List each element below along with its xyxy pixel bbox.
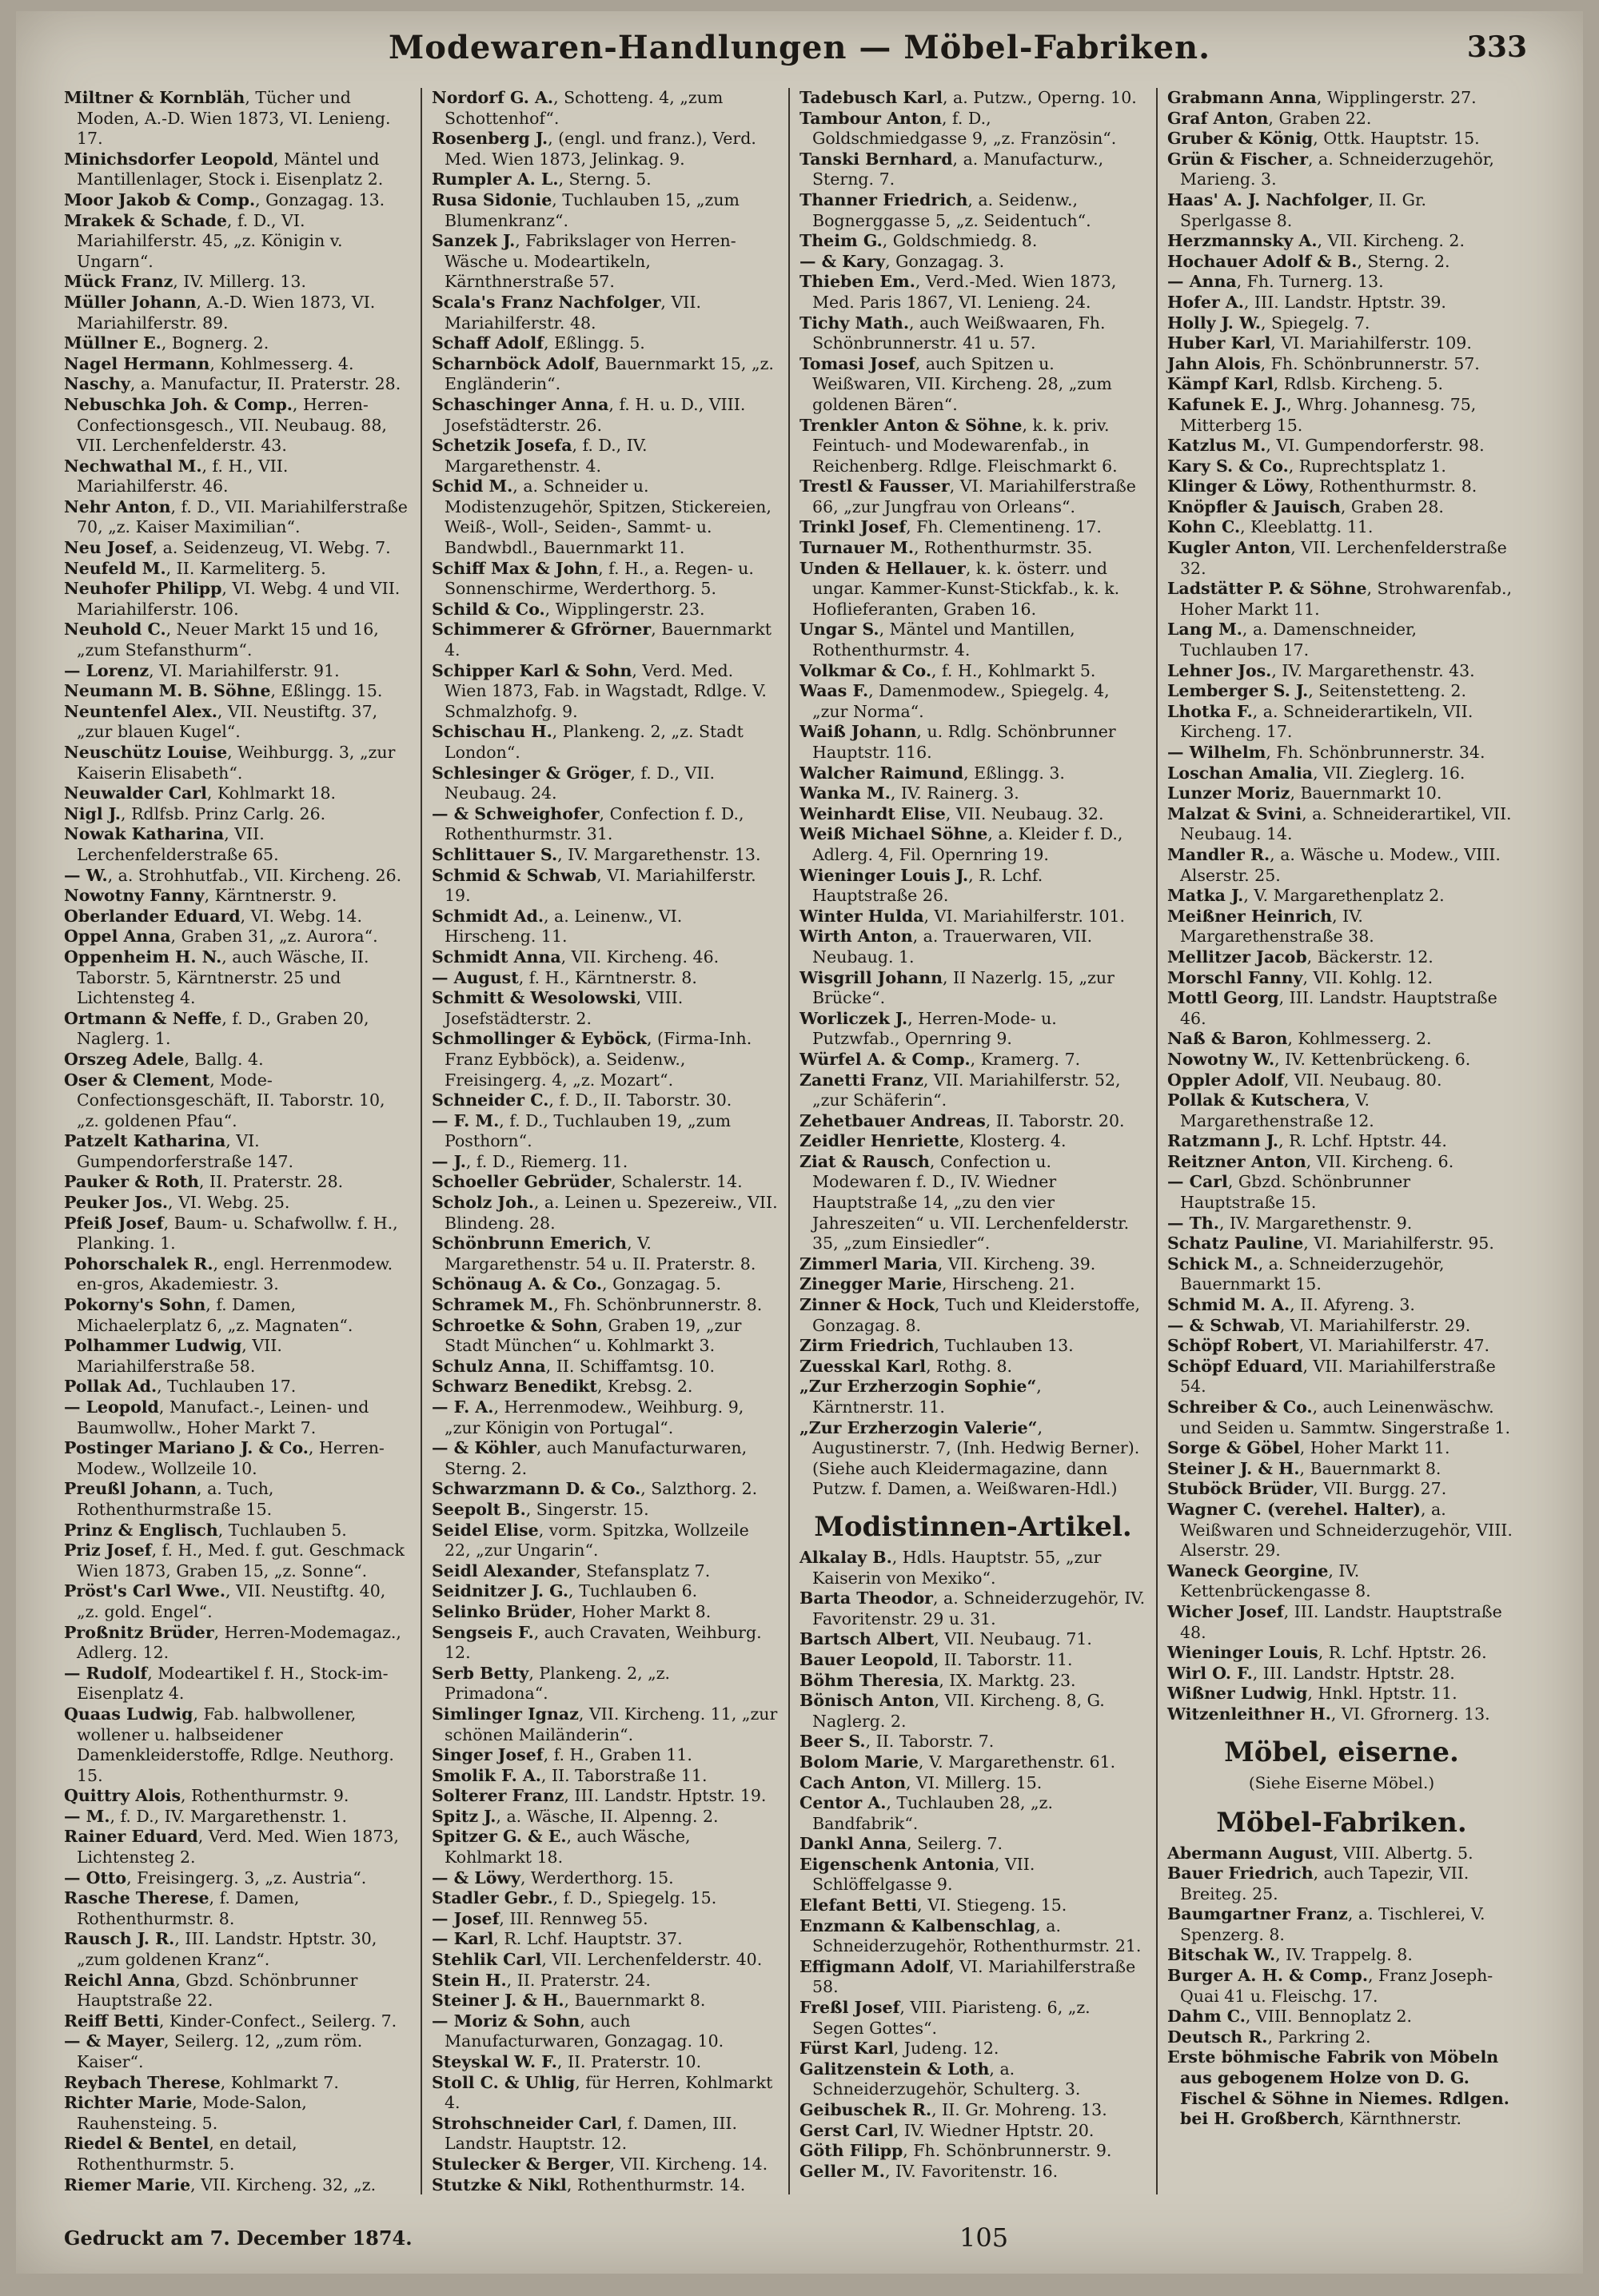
directory-entry: Müller Johann, A.-D. Wien 1873, VI. Mariahilferstr. 89.: [64, 292, 376, 333]
column-3-section-entries: [800, 1548, 1146, 2182]
directory-entry: — M., f. D., IV. Margarethenstr. 1.: [64, 1806, 347, 1826]
directory-entry: Thieben Em., Verd.-Med. Wien 1873, Med. Paris 1867, VI. Lenieng. 24.: [800, 272, 1117, 312]
directory-entry: Dankl Anna, Seilerg. 7.: [800, 1834, 1003, 1854]
directory-entry: Wanka M., IV. Rainerg. 3.: [800, 783, 1019, 803]
column-4-entries: [1167, 88, 1516, 1725]
directory-entry: Rainer Eduard, Verd. Med. Wien 1873, Lichtensteg 2.: [64, 1827, 399, 1867]
directory-entry: Seidel Elise, vorm. Spitzka, Wollzeile 22, „zur Ungarin“.: [432, 1520, 749, 1561]
directory-entry: Prinz & Englisch, Tuchlauben 5.: [64, 1520, 347, 1540]
directory-entry: Unden & Hellauer, k. k. österr. und ungar. Kammer-Kunst-Stickfab., k. k. Hoflieferanten, Graben 16.: [800, 558, 1120, 619]
directory-entry: Orszeg Adele, Ballg. 4.: [64, 1049, 264, 1069]
directory-entry: Haas' A. J. Nachfolger, II. Gr. Sperlgasse 8.: [1167, 189, 1427, 230]
directory-entry: — & Löwy, Werderthorg. 15.: [432, 1867, 674, 1887]
directory-entry: Barta Theodor, a. Schneiderzugehör, IV. Favoritenstr. 29 u. 31.: [800, 1588, 1146, 1628]
directory-entry: Stuböck Brüder, VII. Burgg. 27.: [1167, 1479, 1447, 1499]
directory-entry: Matka J., V. Margarethenplatz 2.: [1167, 886, 1445, 906]
directory-entry: Polhammer Ludwig, VII. Mariahilferstraße 58.: [64, 1336, 282, 1376]
directory-entry: Mottl Georg, III. Landstr. Hauptstraße 46.: [1167, 988, 1497, 1028]
directory-entry: Waiß Johann, u. Rdlg. Schönbrunner Hauptstr. 116.: [800, 722, 1116, 762]
directory-entry: Geibuschek R., II. Gr. Mohreng. 13.: [800, 2100, 1107, 2119]
directory-entry: Katzlus M., VI. Gumpendorferstr. 98.: [1167, 436, 1485, 456]
directory-entry: — Karl, R. Lchf. Hauptstr. 37.: [432, 1929, 683, 1949]
directory-entry: Schmitt & Wesolowski, VIII. Josefstädterstr. 2.: [432, 988, 684, 1028]
directory-entry: Hofer A., III. Landstr. Hptstr. 39.: [1167, 292, 1446, 312]
directory-entry: Neuhofer Philipp, VI. Webg. 4 und VII. Mariahilferstr. 106.: [64, 579, 401, 619]
column-3-entries: [800, 88, 1146, 1500]
directory-entry: Geller M., IV. Favoritenstr. 16.: [800, 2161, 1059, 2181]
directory-entry: Serb Betty, Plankeng. 2, „z. Primadona“.: [432, 1663, 671, 1704]
directory-columns: [54, 88, 1525, 2194]
directory-entry: Beer S., II. Taborstr. 7.: [800, 1732, 995, 1752]
directory-entry: Kohn C., Kleeblattg. 11.: [1167, 517, 1374, 537]
directory-entry: Lemberger S. J., Seitenstetteng. 2.: [1167, 681, 1466, 701]
directory-entry: Dahm C., VIII. Bennoplatz 2.: [1167, 2007, 1413, 2027]
directory-entry: Witzenleithner H., VI. Gfrornerg. 13.: [1167, 1704, 1490, 1724]
footer-printed-date: Gedruckt am 7. December 1874.: [64, 2226, 413, 2250]
directory-entry: Gerst Carl, IV. Wiedner Hptstr. 20.: [800, 2120, 1095, 2140]
directory-entry: Volkmar & Co., f. H., Kohlmarkt 5.: [800, 660, 1096, 680]
column-4: [1158, 88, 1525, 2194]
directory-entry: Bolom Marie, V. Margarethenstr. 61.: [800, 1752, 1116, 1772]
directory-entry: Reiff Betti, Kinder-Confect., Seilerg. 7.: [64, 2011, 397, 2031]
directory-entry: Rausch J. R., III. Landstr. Hptstr. 30, „zum goldenen Kranz“.: [64, 1929, 377, 1970]
directory-entry: — Lorenz, VI. Mariahilferstr. 91.: [64, 660, 340, 680]
directory-entry: Zanetti Franz, VII. Mariahilferstr. 52, „zur Schäferin“.: [800, 1070, 1121, 1110]
directory-entry: Schiff Max & John, f. H., a. Regen- u. Sonnenschirme, Werderthorg. 5.: [432, 558, 754, 599]
directory-entry: Naschy, a. Manufactur, II. Praterstr. 28.: [64, 374, 401, 394]
directory-entry: Schoeller Gebrüder, Schalerstr. 14.: [432, 1172, 743, 1192]
directory-entry: Gruber & König, Ottk. Hauptstr. 15.: [1167, 129, 1480, 149]
directory-entry: Richter Marie, Mode-Salon, Rauhensteing. 5.: [64, 2093, 307, 2133]
directory-entry: Mellitzer Jacob, Bäckerstr. 12.: [1167, 947, 1434, 967]
section-heading-modistinnen: Modistinnen-Artikel.: [814, 1510, 1132, 1543]
directory-entry: Scholz Joh., a. Leinen u. Spezereiw., VII. Blindeng. 28.: [432, 1193, 778, 1233]
directory-entry: Nechwathal M., f. H., VII. Mariahilferstr. 46.: [64, 456, 289, 496]
directory-entry: Patzelt Katharina, VI. Gumpendorferstraße 147.: [64, 1131, 294, 1171]
directory-entry: Schild & Co., Wipplingerstr. 23.: [432, 599, 705, 619]
directory-entry: Loschan Amalia, VII. Zieglerg. 16.: [1167, 763, 1465, 783]
directory-entry: Pfeiß Josef, Baum- u. Schafwollw. f. H., Planking. 1.: [64, 1213, 398, 1254]
directory-entry: Oberlander Eduard, VI. Webg. 14.: [64, 906, 362, 926]
directory-entry: Reybach Therese, Kohlmarkt 7.: [64, 2072, 339, 2092]
directory-entry: — & Köhler, auch Manufacturwaren, Sterng. 2.: [432, 1438, 748, 1478]
directory-entry: — & Mayer, Seilerg. 12, „zum röm. Kaiser“.: [64, 2031, 363, 2071]
directory-entry: Kämpf Karl, Rdlsb. Kircheng. 5.: [1167, 374, 1444, 394]
directory-entry: Reichl Anna, Gbzd. Schönbrunner Hauptstraße 22.: [64, 1970, 358, 2011]
directory-entry: Schipper Karl & Sohn, Verd. Med. Wien 1873, Fab. in Wagstadt, Rdlge. V. Schmalzhofg. 9.: [432, 660, 767, 721]
directory-entry: Schönaug A. & Co., Gonzagag. 5.: [432, 1274, 722, 1294]
directory-entry: — & Schwab, VI. Mariahilferstr. 29.: [1167, 1315, 1471, 1335]
directory-entry: Rumpler A. L., Sterng. 5.: [432, 169, 652, 189]
directory-entry: Wirth Anton, a. Trauerwaren, VII. Neubaug. 1.: [800, 927, 1093, 967]
directory-entry: Trenkler Anton & Söhne, k. k. priv. Feintuch- und Modewarenfab., in Reichenberg. Rdlge. Fleischmarkt 6.: [800, 415, 1118, 476]
section-note-eiserne: (Siehe Eiserne Möbel.): [1248, 1772, 1435, 1792]
directory-entry: Tadebusch Karl, a. Putzw., Operng. 10.: [800, 88, 1137, 107]
directory-entry: Moor Jakob & Comp., Gonzagag. 13.: [64, 189, 385, 209]
page-title: Modewaren-Handlungen — Möbel-Fabriken.: [388, 29, 1211, 66]
directory-entry: Freßl Josef, VIII. Piaristeng. 6, „z. Segen Gottes“.: [800, 1998, 1091, 2038]
directory-entry: Wisgrill Johann, II Nazerlg. 15, „zur Brücke“.: [800, 967, 1115, 1008]
directory-entry: — Moriz & Sohn, auch Manufacturwaren, Gonzagag. 10.: [432, 2011, 724, 2051]
directory-entry: Lang M., a. Damenschneider, Tuchlauben 17.: [1167, 620, 1418, 660]
directory-entry: Schid M., a. Schneider u. Modistenzugehör, Spitzen, Stickereien, Weiß-, Woll-, Seiden-, Sammt- u. Bandwbdl., Bauernmarkt 11.: [432, 476, 772, 558]
directory-entry: Elefant Betti, VI. Stiegeng. 15.: [800, 1895, 1067, 1915]
directory-entry: Ladstätter P. & Söhne, Strohwarenfab., Hoher Markt 11.: [1167, 579, 1513, 619]
directory-entry: Ortmann & Neffe, f. D., Graben 20, Naglerg. 1.: [64, 1008, 369, 1049]
directory-entry: Meißner Heinrich, IV. Margarethenstraße 38.: [1167, 906, 1374, 947]
directory-entry: Alkalay B., Hdls. Hauptstr. 55, „zur Kaiserin von Mexiko“.: [800, 1547, 1102, 1588]
directory-entry: Bönisch Anton, VII. Kircheng. 8, G. Naglerg. 2.: [800, 1691, 1105, 1731]
directory-entry: Seidl Alexander, Stefansplatz 7.: [432, 1561, 711, 1580]
directory-entry: Neuhold C., Neuer Markt 15 und 16, „zum Stefansthurm“.: [64, 620, 379, 660]
directory-entry: Tambour Anton, f. D., Goldschmiedgasse 9, „z. Französin“.: [800, 108, 1117, 149]
directory-entry: — & Schweighofer, Confection f. D., Rothenthurmstr. 31.: [432, 803, 744, 844]
directory-entry: Pauker & Roth, II. Praterstr. 28.: [64, 1172, 344, 1192]
directory-entry: Bauer Friedrich, auch Tapezir, VII. Breiteg. 25.: [1167, 1864, 1469, 1903]
directory-entry: Turnauer M., Rothenthurmstr. 35.: [800, 538, 1093, 558]
directory-entry: Mandler R., a. Wäsche u. Modew., VIII. Alserstr. 25.: [1167, 844, 1501, 885]
directory-entry: Zinner & Hock, Tuch und Kleiderstoffe, Gonzagag. 8.: [800, 1295, 1141, 1335]
directory-entry: Zuesskal Karl, Rothg. 8.: [800, 1356, 1013, 1376]
directory-entry: Steiner J. & H., Bauernmarkt 8.: [1167, 1458, 1441, 1478]
directory-entry: Wieninger Louis J., R. Lchf. Hauptstraße 26.: [800, 865, 1043, 906]
directory-entry: — Th., IV. Margarethenstr. 9.: [1167, 1213, 1413, 1233]
directory-entry: Schaff Adolf, Eßlingg. 5.: [432, 333, 645, 353]
column-1: [54, 88, 422, 2194]
directory-entry: Priz Josef, f. H., Med. f. gut. Geschmack Wien 1873, Graben 15, „z. Sonne“.: [64, 1541, 405, 1580]
directory-entry: Schischau H., Plankeng. 2, „z. Stadt London“.: [432, 722, 744, 762]
document-page: [16, 11, 1583, 2274]
directory-entry: — Carl, Gbzd. Schönbrunner Hauptstraße 15.: [1167, 1172, 1411, 1213]
column-4-fabriken-entries: [1167, 1844, 1516, 2130]
directory-entry: Tanski Bernhard, a. Manufacturw., Sterng. 7.: [800, 149, 1104, 189]
directory-entry: Sengseis F., auch Cravaten, Weihburg. 12.: [432, 1622, 762, 1663]
directory-entry: Stulecker & Berger, VII. Kircheng. 14.: [432, 2154, 768, 2174]
directory-entry: Proßnitz Brüder, Herren-Modemagaz., Adlerg. 12.: [64, 1622, 401, 1663]
directory-entry: Sorge & Göbel, Hoher Markt 11.: [1167, 1438, 1450, 1458]
directory-entry: Waas F., Damenmodew., Spiegelg. 4, „zur Norma“.: [800, 681, 1110, 721]
directory-entry: Weiß Michael Söhne, a. Kleider f. D., Adlerg. 4, Fil. Opernring 19.: [800, 824, 1123, 864]
directory-entry: Rusa Sidonie, Tuchlauben 15, „zum Blumenkranz“.: [432, 189, 740, 230]
directory-entry: Preußl Johann, a. Tuch, Rothenthurmstraße 15.: [64, 1479, 274, 1519]
directory-entry: Stadler Gebr., f. D., Spiegelg. 15.: [432, 1888, 717, 1908]
directory-entry: Mück Franz, IV. Millerg. 13.: [64, 272, 306, 292]
directory-entry: Müllner E., Bognerg. 2.: [64, 333, 269, 353]
directory-entry: — F. A., Herrenmodew., Weihburg. 9, „zur Königin von Portugal“.: [432, 1397, 744, 1437]
directory-entry: Schroetke & Sohn, Graben 19, „zur Stadt München“ u. Kohlmarkt 3.: [432, 1315, 742, 1356]
directory-entry: Schmid M. A., II. Afyreng. 3.: [1167, 1295, 1415, 1315]
directory-entry: Lhotka F., a. Schneiderartikeln, VII. Kircheng. 17.: [1167, 701, 1473, 742]
directory-entry: Graf Anton, Graben 22.: [1167, 108, 1372, 128]
directory-entry: Grabmann Anna, Wipplingerstr. 27.: [1167, 88, 1477, 107]
directory-entry: Bitschak W., IV. Trappelg. 8.: [1167, 1945, 1413, 1965]
directory-entry: Kugler Anton, VII. Lerchenfelderstraße 32.: [1167, 538, 1507, 578]
directory-entry: Peuker Jos., VI. Webg. 25.: [64, 1193, 290, 1213]
directory-entry: Steiner J. & H., Bauernmarkt 8.: [432, 1991, 706, 2011]
directory-entry: Solterer Franz, III. Landstr. Hptstr. 19.: [432, 1786, 767, 1806]
directory-entry: Zehetbauer Andreas, II. Taborstr. 20.: [800, 1110, 1125, 1130]
directory-entry: Ziat & Rausch, Confection u. Modewaren f. D., IV. Wiedner Hauptstraße 14, „zu den vier Jahreszeiten“ u. VII. Lerchenfelderstr. 35, „zum Einsiedler“.: [800, 1151, 1130, 1254]
directory-entry: Abermann August, VIII. Albertg. 5.: [1167, 1843, 1473, 1863]
directory-entry: Quaas Ludwig, Fab. halbwollener, wollener u. halbseidener Damenkleiderstoffe, Rdlge. Neuthorg. 15.: [64, 1704, 394, 1785]
directory-entry: Zinegger Marie, Hirscheng. 21.: [800, 1274, 1075, 1294]
directory-entry: Jahn Alois, Fh. Schönbrunnerstr. 57.: [1167, 353, 1480, 373]
directory-entry: Wagner C. (verehel. Halter), a. Weißwaren und Schneiderzugehör, VIII. Alserstr. 29.: [1167, 1499, 1513, 1561]
directory-entry: Theim G., Goldschmiedg. 8.: [800, 231, 1038, 251]
directory-entry: Trinkl Josef, Fh. Clementineng. 17.: [800, 517, 1102, 537]
directory-entry: Scharnböck Adolf, Bauernmarkt 15, „z. Engländerin“.: [432, 353, 774, 394]
directory-entry: Klinger & Löwy, Rothenthurmstr. 8.: [1167, 476, 1477, 496]
directory-entry: Zimmerl Maria, VII. Kircheng. 39.: [800, 1254, 1096, 1274]
directory-entry: Simlinger Ignaz, VII. Kircheng. 11, „zur schönen Mailänderin“.: [432, 1704, 778, 1744]
directory-entry: Seidnitzer J. G., Tuchlauben 6.: [432, 1581, 698, 1601]
directory-entry: Wicher Josef, III. Landstr. Hauptstraße 48.: [1167, 1601, 1502, 1642]
directory-entry: Neu Josef, a. Seidenzeug, VI. Webg. 7.: [64, 538, 391, 558]
directory-entry: Nordorf G. A., Schotteng. 4, „zum Schottenhof“.: [432, 88, 724, 128]
directory-entry: Nowak Katharina, VII. Lerchenfelderstraße 65.: [64, 824, 279, 864]
directory-entry: — W., a. Strohhutfab., VII. Kircheng. 26.: [64, 865, 402, 885]
directory-entry: Weinhardt Elise, VII. Neubaug. 32.: [800, 803, 1104, 823]
directory-entry: Lehner Jos., IV. Margarethenstr. 43.: [1167, 660, 1475, 680]
directory-entry: Malzat & Svini, a. Schneiderartikel, VII. Neubaug. 14.: [1167, 803, 1512, 844]
directory-entry: Schöpf Robert, VI. Mariahilferstr. 47.: [1167, 1336, 1490, 1356]
directory-entry: Schönbrunn Emerich, V. Margarethenstr. 54 u. II. Praterstr. 8.: [432, 1234, 756, 1274]
directory-entry: Schneider C., f. D., II. Taborstr. 30.: [432, 1090, 732, 1110]
directory-entry: Deutsch R., Parkring 2.: [1167, 2027, 1371, 2047]
directory-entry: Effigmann Adolf, VI. Mariahilferstraße 58.: [800, 1956, 1136, 1997]
directory-entry: Neuschütz Louise, Weihburgg. 3, „zur Kaiserin Elisabeth“.: [64, 743, 396, 783]
directory-entry: Scala's Franz Nachfolger, VII. Mariahilferstr. 48.: [432, 292, 701, 333]
directory-entry: Minichsdorfer Leopold, Mäntel und Mantillenlager, Stock i. Eisenplatz 2.: [64, 149, 384, 189]
directory-entry: Tichy Math., auch Weißwaaren, Fh. Schönbrunnerstr. 41 u. 57.: [800, 313, 1106, 353]
directory-entry: Mrakek & Schade, f. D., VI. Mariahilferstr. 45, „z. Königin v. Ungarn“.: [64, 210, 343, 271]
directory-entry: Hochauer Adolf & B., Sterng. 2.: [1167, 251, 1450, 271]
directory-entry: Oser & Clement, Mode-Confectionsgeschäft, II. Taborstr. 10, „z. goldenen Pfau“.: [64, 1070, 385, 1130]
directory-entry: Schlittauer S., IV. Margarethenstr. 13.: [432, 844, 761, 864]
section-heading-moebel-eiserne: Möbel, eiserne.: [1224, 1736, 1459, 1768]
directory-entry: Schmollinger & Eyböck, (Firma-Inh. Franz Eybböck), a. Seidenw., Freisingerg. 4, „z. Mozart“.: [432, 1029, 752, 1090]
directory-entry: Schick M., a. Schneiderzugehör, Bauernmarkt 15.: [1167, 1254, 1445, 1294]
directory-entry: Würfel A. & Comp., Kramerg. 7.: [800, 1049, 1081, 1069]
directory-entry: Zirm Friedrich, Tuchlauben 13.: [800, 1336, 1074, 1356]
directory-entry: — Wilhelm, Fh. Schönbrunnerstr. 34.: [1167, 743, 1485, 762]
directory-entry: Neumann M. B. Söhne, Eßlingg. 15.: [64, 681, 383, 701]
directory-entry: Nowotny Fanny, Kärntnerstr. 9.: [64, 886, 337, 906]
directory-entry: Erste böhmische Fabrik von Möbeln aus gebogenem Holze von D. G. Fischel & Söhne in Niemes. Rdlgen. bei H. Großberch, Kärnthnerstr.: [1167, 2047, 1509, 2129]
directory-entry: Schwarz Benedikt, Krebsg. 2.: [432, 1377, 693, 1397]
directory-entry: Riedel & Bentel, en detail, Rothenthurmstr. 5.: [64, 2134, 297, 2174]
directory-entry: Waneck Georgine, IV. Kettenbrückengasse 8.: [1167, 1561, 1371, 1601]
directory-entry: Pröst's Carl Wwe., VII. Neustiftg. 40, „z. gold. Engel“.: [64, 1581, 386, 1621]
directory-entry: Holly J. W., Spiegelg. 7.: [1167, 313, 1370, 333]
directory-entry: Sanzek J., Fabrikslager von Herren-Wäsche u. Modeartikeln, Kärnthnerstraße 57.: [432, 231, 736, 292]
directory-entry: Knöpfler & Jauisch, Graben 28.: [1167, 496, 1444, 516]
directory-entry: Baumgartner Franz, a. Tischlerei, V. Spenzerg. 8.: [1167, 1904, 1485, 1944]
directory-entry: Schaschinger Anna, f. H. u. D., VIII. Josefstädterstr. 26.: [432, 394, 746, 435]
directory-entry: Pohorschalek R., engl. Herrenmodew. en-gros, Akademiestr. 3.: [64, 1254, 393, 1294]
directory-entry: — August, f. H., Kärntnerstr. 8.: [432, 967, 697, 987]
directory-entry: „Zur Erzherzogin Sophie“, Kärntnerstr. 11.: [800, 1377, 1042, 1417]
directory-entry: Stoll C. & Uhlig, für Herren, Kohlmarkt 4.: [432, 2072, 773, 2113]
directory-entry: Schimmerer & Gfrörner, Bauernmarkt 4.: [432, 620, 772, 660]
section-heading-moebel-fabriken: Möbel-Fabriken.: [1216, 1806, 1467, 1839]
directory-entry: Postinger Mariano J. & Co., Herren-Modew., Wollzeile 10.: [64, 1438, 385, 1478]
directory-entry: — Leopold, Manufact.-, Leinen- und Baumwollw., Hoher Markt 7.: [64, 1397, 369, 1437]
directory-entry: Selinko Brüder, Hoher Markt 8.: [432, 1601, 712, 1621]
directory-entry: Kafunek E. J., Whrg. Johannesg. 75, Mitterberg 15.: [1167, 394, 1477, 435]
directory-entry: Schulz Anna, II. Schiffamtsg. 10.: [432, 1356, 715, 1376]
directory-entry: Burger A. H. & Comp., Franz Joseph-Quai 41 u. Fleischg. 17.: [1167, 1966, 1493, 2006]
directory-entry: Neuntenfel Alex., VII. Neustiftg. 37, „zur blauen Kugel“.: [64, 701, 378, 742]
directory-entry: Schreiber & Co., auch Leinenwäschw. und Seiden u. Sammtw. Singerstraße 1.: [1167, 1397, 1511, 1437]
directory-entry: Winter Hulda, VI. Mariahilferstr. 101.: [800, 906, 1126, 926]
directory-entry: Nigl J., Rdlfsb. Prinz Carlg. 26.: [64, 803, 326, 823]
directory-entry: Rosenberg J., (engl. und franz.), Verd. Med. Wien 1873, Jelinkag. 9.: [432, 129, 756, 169]
directory-entry: Nehr Anton, f. D., VII. Mariahilferstraße 70, „z. Kaiser Maximilian“.: [64, 496, 408, 537]
directory-entry: Göth Filipp, Fh. Schönbrunnerstr. 9.: [800, 2141, 1112, 2161]
directory-entry: Neufeld M., II. Karmeliterg. 5.: [64, 558, 326, 578]
directory-entry: Seepolt B., Singerstr. 15.: [432, 1499, 649, 1519]
directory-entry: — Rudolf, Modeartikel f. H., Stock-im-Eisenplatz 4.: [64, 1663, 389, 1704]
column-3: [790, 88, 1158, 2194]
directory-entry: Schwarzmann D. & Co., Salzthorg. 2.: [432, 1479, 758, 1499]
directory-entry: Singer Josef, f. H., Graben 11.: [432, 1745, 692, 1765]
directory-entry: Neuwalder Carl, Kohlmarkt 18.: [64, 783, 337, 803]
directory-entry: Miltner & Kornbläh, Tücher und Moden, A.-D. Wien 1873, VI. Lenieng. 17.: [64, 88, 391, 149]
directory-entry: Böhm Theresia, IX. Marktg. 23.: [800, 1670, 1076, 1690]
directory-entry: — & Kary, Gonzagag. 3.: [800, 251, 1005, 271]
directory-entry: Galitzenstein & Loth, a. Schneiderzugehör, Schulterg. 3.: [800, 2059, 1081, 2099]
directory-entry: Riemer Marie, VII. Kircheng. 32, „z.: [64, 2174, 377, 2194]
directory-entry: Schatz Pauline, VI. Mariahilferstr. 95.: [1167, 1234, 1494, 1254]
directory-entry: Pokorny's Sohn, f. Damen, Michaelerplatz 6, „z. Magnaten“.: [64, 1295, 353, 1335]
directory-entry: Nagel Hermann, Kohlmesserg. 4.: [64, 353, 354, 373]
directory-entry: — Otto, Freisingerg. 3, „z. Austria“.: [64, 1867, 367, 1887]
directory-entry: Oppenheim H. N., auch Wäsche, II. Taborstr. 5, Kärntnerstr. 25 und Lichtensteg 4.: [64, 947, 369, 1008]
directory-entry: Strohschneider Carl, f. Damen, III. Landstr. Hauptstr. 12.: [432, 2113, 738, 2154]
directory-entry: Grün & Fischer, a. Schneiderzugehör, Marieng. 3.: [1167, 149, 1494, 189]
directory-entry: Stein H., II. Praterstr. 24.: [432, 1970, 651, 1990]
directory-entry: Schöpf Eduard, VII. Mariahilferstraße 54.: [1167, 1356, 1496, 1397]
directory-entry: „Zur Erzherzogin Valerie“, Augustinerstr. 7, (Inh. Hedwig Berner). (Siehe auch Kleidermagazine, dann Putzw. f. Damen, a. Weißwaren-Hdl.): [800, 1417, 1140, 1499]
directory-entry: Nowotny W., IV. Kettenbrückeng. 6.: [1167, 1049, 1471, 1069]
directory-entry: Wirl O. F., III. Landstr. Hptstr. 28.: [1167, 1663, 1455, 1683]
directory-entry: Oppel Anna, Graben 31, „z. Aurora“.: [64, 927, 378, 947]
directory-entry: Huber Karl, VI. Mariahilferstr. 109.: [1167, 333, 1472, 353]
directory-entry: Wieninger Louis, R. Lchf. Hptstr. 26.: [1167, 1643, 1487, 1663]
column-2: [422, 88, 790, 2194]
directory-entry: Stehlik Carl, VII. Lerchenfelderstr. 40.: [432, 1950, 763, 1970]
directory-entry: — F. M., f. D., Tuchlauben 19, „zum Posthorn“.: [432, 1110, 732, 1151]
directory-entry: Schmidt Anna, VII. Kircheng. 46.: [432, 947, 720, 967]
directory-entry: Enzmann & Kalbenschlag, a. Schneiderzugehör, Rothenthurmstr. 21.: [800, 1915, 1142, 1956]
directory-entry: Bauer Leopold, II. Taborstr. 11.: [800, 1649, 1073, 1669]
page-number: 333: [1466, 30, 1527, 64]
directory-entry: Spitzer G. & E., auch Wäsche, Kohlmarkt 18.: [432, 1827, 691, 1867]
running-head: [16, 29, 1583, 77]
directory-entry: Schmidt Ad., a. Leinenw., VI. Hirscheng. 11.: [432, 906, 683, 947]
directory-entry: Centor A., Tuchlauben 28, „z. Bandfabrik“.: [800, 1793, 1053, 1833]
directory-entry: Naß & Baron, Kohlmesserg. 2.: [1167, 1029, 1432, 1049]
directory-entry: Quittry Alois, Rothenthurmstr. 9.: [64, 1786, 349, 1806]
directory-entry: Thanner Friedrich, a. Seidenw., Bognerggasse 5, „z. Seidentuch“.: [800, 189, 1091, 230]
directory-entry: Morschl Fanny, VII. Kohlg. 12.: [1167, 967, 1434, 987]
directory-entry: Cach Anton, VI. Millerg. 15.: [800, 1772, 1043, 1792]
directory-entry: Wißner Ludwig, Hnkl. Hptstr. 11.: [1167, 1684, 1457, 1704]
directory-entry: Schramek M., Fh. Schönbrunnerstr. 8.: [432, 1295, 763, 1315]
directory-entry: Schlesinger & Gröger, f. D., VII. Neubaug. 24.: [432, 763, 716, 803]
directory-entry: Schetzik Josefa, f. D., IV. Margarethenstr. 4.: [432, 436, 648, 476]
directory-entry: Stutzke & Nikl, Rothenthurmstr. 14.: [432, 2174, 746, 2194]
directory-entry: Tomasi Josef, auch Spitzen u. Weißwaren, VII. Kircheng. 28, „zum goldenen Bären“.: [800, 353, 1112, 414]
directory-entry: Lunzer Moriz, Bauernmarkt 10.: [1167, 783, 1442, 803]
directory-entry: Trestl & Fausser, VI. Mariahilferstraße 66, „zur Jungfrau von Orleans“.: [800, 476, 1136, 516]
directory-entry: Pollak Ad., Tuchlauben 17.: [64, 1377, 297, 1397]
directory-entry: Worliczek J., Herren-Mode- u. Putzwfab., Opernring 9.: [800, 1008, 1057, 1049]
directory-entry: — Josef, III. Rennweg 55.: [432, 1908, 648, 1928]
directory-entry: Bartsch Albert, VII. Neubaug. 71.: [800, 1629, 1092, 1649]
footer-sheet-number: 105: [959, 2222, 1009, 2253]
directory-entry: — J., f. D., Riemerg. 11.: [432, 1151, 628, 1171]
directory-entry: Spitz J., a. Wäsche, II. Alpenng. 2.: [432, 1806, 719, 1826]
directory-entry: Fürst Karl, Judeng. 12.: [800, 2039, 999, 2059]
directory-entry: Reitzner Anton, VII. Kircheng. 6.: [1167, 1151, 1454, 1171]
directory-entry: — Anna, Fh. Turnerg. 13.: [1167, 272, 1384, 292]
directory-entry: Oppler Adolf, VII. Neubaug. 80.: [1167, 1070, 1442, 1090]
directory-entry: Zeidler Henriette, Klosterg. 4.: [800, 1131, 1067, 1151]
directory-entry: Schmid & Schwab, VI. Mariahilferstr. 19.: [432, 865, 756, 906]
directory-entry: Herzmannsky A., VII. Kircheng. 2.: [1167, 231, 1465, 251]
directory-entry: Ungar S., Mäntel und Mantillen, Rothenthurmstr. 4.: [800, 620, 1075, 660]
directory-entry: Steyskal W. F., II. Praterstr. 10.: [432, 2052, 702, 2071]
directory-entry: Ratzmann J., R. Lchf. Hptstr. 44.: [1167, 1131, 1447, 1151]
directory-entry: Eigenschenk Antonia, VII. Schlöffelgasse 9.: [800, 1854, 1035, 1895]
directory-entry: Kary S. & Co., Ruprechtsplatz 1.: [1167, 456, 1446, 476]
directory-entry: Smolik F. A., II. Taborstraße 11.: [432, 1765, 708, 1785]
directory-entry: Rasche Therese, f. Damen, Rothenthurmstr. 8.: [64, 1888, 300, 1928]
directory-entry: Pollak & Kutschera, V. Margarethenstraße 12.: [1167, 1090, 1374, 1130]
directory-entry: Nebuschka Joh. & Comp., Herren-Confectionsgesch., VII. Neubaug. 88, VII. Lerchenfelderstr. 43.: [64, 394, 387, 456]
directory-entry: Walcher Raimund, Eßlingg. 3.: [800, 763, 1065, 783]
